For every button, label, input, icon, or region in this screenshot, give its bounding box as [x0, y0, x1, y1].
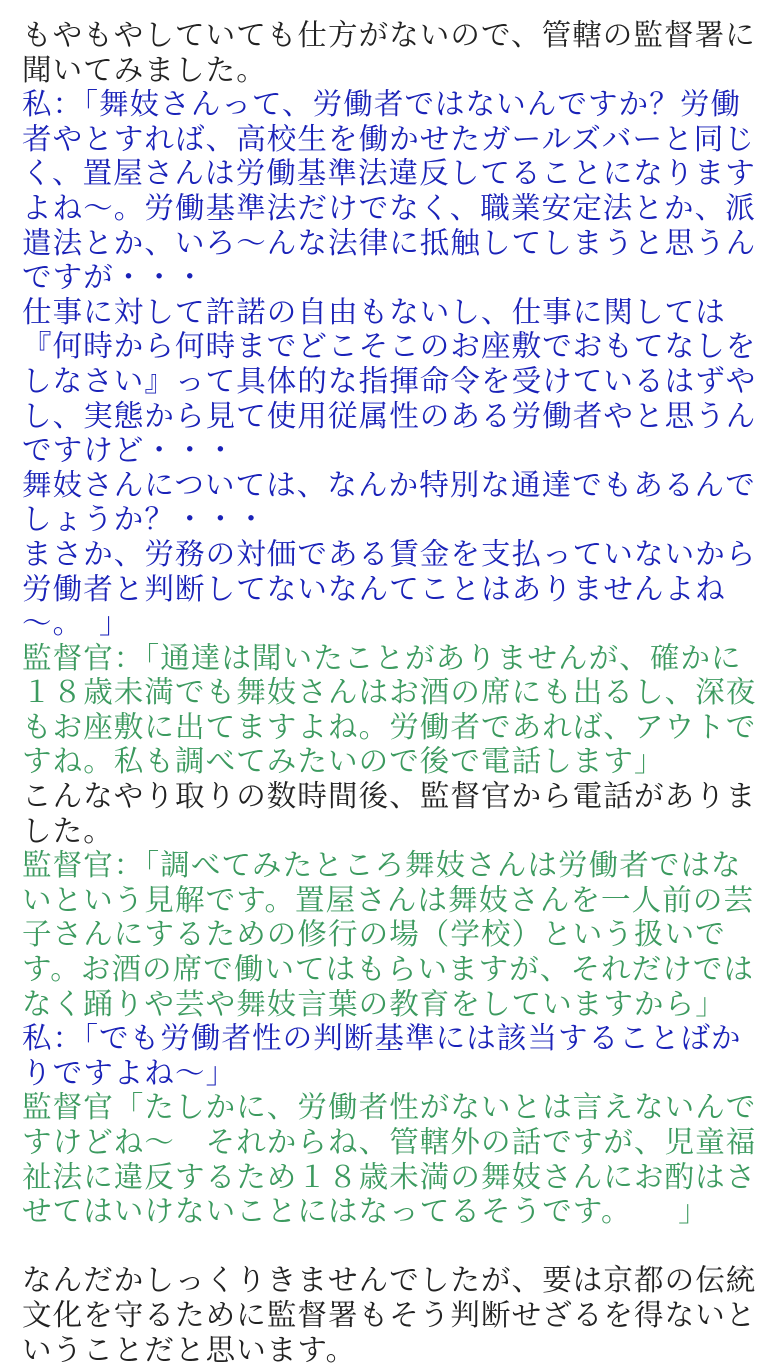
text-line: せてはいけないことにはなってるそうです。 」	[22, 1194, 709, 1229]
text-line: よね〜。労働基準法だけでなく、職業安定法とか、派	[22, 190, 756, 225]
text-line: もやもやしていても仕方がないので、管轄の監督署に	[22, 18, 756, 52]
text-line: 者やとすれば、高校生を働かせたガールズバーと同じ	[22, 121, 755, 156]
inspector-reply-paragraph	[22, 641, 762, 779]
text-line: 私：「でも労働者性の判断基準には該当することばか	[22, 1021, 742, 1056]
text-line: ですけど・・・	[22, 433, 237, 468]
text-line: 遣法とか、いろ〜んな法律に抵触してしまうと思うん	[22, 225, 757, 260]
text-line: ですが・・・	[22, 260, 206, 295]
text-line: した。	[22, 813, 114, 848]
text-line: まさか、労務の対価である賃金を支払っていないから	[22, 536, 757, 571]
text-line: 子さんにするための修行の場（学校）という扱いで	[22, 917, 726, 952]
blank-line	[22, 1229, 762, 1264]
narration-paragraph	[22, 779, 762, 848]
text-line: 舞妓さんについては、なんか特別な通達でもあるんで	[22, 467, 756, 502]
text-line: 労働者と判断してないなんてことはありませんよね	[22, 571, 726, 606]
text-line: いという見解です。置屋さんは舞妓さんを一人前の芸	[22, 882, 755, 917]
text-line: すね。私も調べてみたいので後で電話します」	[22, 744, 665, 779]
narration-paragraph	[22, 1263, 762, 1367]
text-line: 監督官：「調べてみたところ舞妓さんは労働者ではな	[22, 848, 742, 883]
text-line: す。お酒の席で働いてはもらいますが、それだけでは	[22, 952, 755, 987]
text-line: しなさい』って具体的な指揮命令を受けているはずや	[22, 363, 757, 398]
inspector-reply-paragraph	[22, 848, 762, 1021]
text-line: しょうか？・・・	[22, 502, 267, 537]
inspector-reply-paragraph	[22, 1090, 762, 1228]
text-line: く、置屋さんは労働基準法違反してることになります	[22, 156, 756, 191]
text-line: 祉法に違反するため１８歳未満の舞妓さんにお酌はさ	[22, 1159, 757, 1194]
text-line: りですよね〜」	[22, 1055, 237, 1090]
text-line: 聞いてみました。	[22, 52, 267, 87]
text-line: １８歳未満でも舞妓さんはお酒の席にも出るし、深夜	[22, 675, 757, 710]
text-line: 私：「舞妓さんって、労働者ではないんですか？労働	[22, 87, 742, 122]
text-line: もお座敷に出てますよね。労働者であれば、アウトで	[22, 709, 757, 744]
text-line: なんだかしっくりきませんでしたが、要は京都の伝統	[22, 1263, 757, 1298]
text-line: 文化を守るために監督署もそう判断せざるを得ないと	[22, 1297, 757, 1332]
text-line: 〜。 」	[22, 606, 130, 641]
text-line: なく踊りや芸や舞妓言葉の教育をしていますから」	[22, 986, 726, 1021]
text-line: いうことだと思います。	[22, 1332, 357, 1367]
text-line: し、実態から見て使用従属性のある労働者やと思うん	[22, 398, 757, 433]
my-question-paragraph	[22, 1021, 762, 1090]
text-line: 監督官「たしかに、労働者性がないとは言えないんで	[22, 1090, 757, 1125]
text-line: 『何時から何時までどこそこのお座敷でおもてなしを	[22, 329, 757, 364]
blank-line	[22, 1229, 762, 1264]
text-line: 監督官：「通達は聞いたことがありませんが、確かに	[22, 640, 742, 675]
my-question-paragraph	[22, 87, 762, 641]
text-line: こんなやり取りの数時間後、監督官から電話がありま	[22, 779, 757, 814]
article-body	[22, 18, 762, 1367]
narration-paragraph	[22, 18, 762, 87]
text-line: 仕事に対して許諾の自由もないし、仕事に関しては	[22, 294, 726, 329]
text-line: すけどね〜 それからね、管轄外の話ですが、児童福	[22, 1125, 757, 1159]
